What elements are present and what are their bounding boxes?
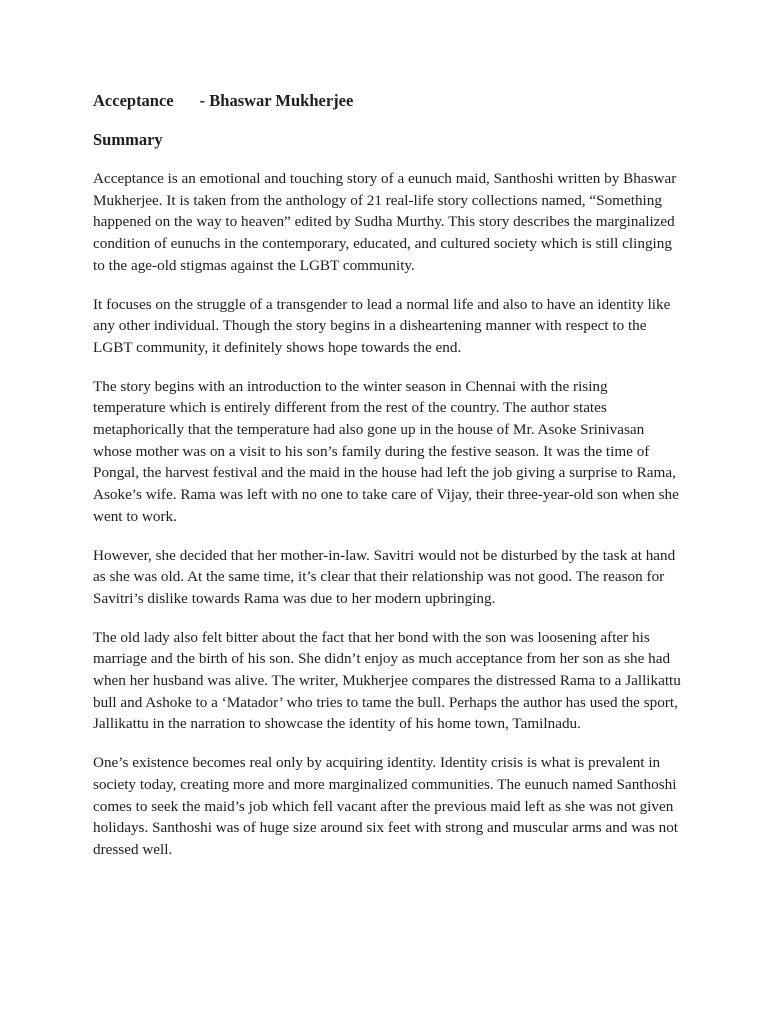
paragraph-6: One’s existence becomes real only by acquiring identity. Identity crisis is what is prevalent in society today, creating more and more marginalized communities. The eunuch named Santhoshi comes to seek the maid’s job which fell vacant after the previous maid left as she was not given holidays. Santhoshi was of huge size around six feet with strong and muscular arms and was not dressed well. (93, 754, 679, 858)
paragraph-4: However, she decided that her mother-in-law. Savitri would not be disturbed by the task at hand as she was old. At the same time, it’s clear that their relationship was not good. The reason for Savitri’s dislike towards Rama was due to her modern upbringing. (93, 546, 676, 607)
document-page (93, 90, 683, 878)
document-title-line (93, 90, 683, 112)
document-author: - Bhaswar Mukherjee (199, 91, 354, 110)
paragraph-3: The story begins with an introduction to the winter season in Chennai with the rising temperature which is entirely different from the rest of the country. The author states metaphorically that the temperature had also gone up in the house of Mr. Asoke Srinivasan whose mother was on a visit to his son’s family during the festive season. It was the time of Pongal, the harvest festival and the maid in the house had left the job giving a surprise to Rama, Asoke’s wife. Rama was left with no one to take care of Vijay, their three-year-old son when she went to work. (93, 377, 679, 525)
section-heading-summary: Summary (93, 130, 163, 149)
paragraph-5: The old lady also felt bitter about the fact that her bond with the son was loosening after his marriage and the birth of his son. She didn’t enjoy as much acceptance from her son as she had when her husband was alive. The writer, Mukherjee compares the distressed Rama to a Jallikattu bull and Ashoke to a ‘Matador’ who tries to tame the bull. Perhaps the author has used the sport, Jallikattu in the narration to showcase the identity of his home town, Tamilnadu. (93, 628, 681, 733)
paragraph-2: It focuses on the struggle of a transgender to lead a normal life and also to have an identity like any other individual. Though the story begins in a disheartening manner with respect to the LGBT community, it definitely shows hope towards the end. (93, 295, 671, 356)
paragraph-1: Acceptance is an emotional and touching story of a eunuch maid, Santhoshi written by Bhaswar Mukherjee. It is taken from the anthology of 21 real-life story collections named, “Something happened on the way to heaven” edited by Sudha Murthy. This story describes the marginalized condition of eunuchs in the contemporary, educated, and cultured society which is still clinging to the age-old stigmas against the LGBT community. (93, 170, 677, 274)
document-title: Acceptance (93, 91, 174, 110)
